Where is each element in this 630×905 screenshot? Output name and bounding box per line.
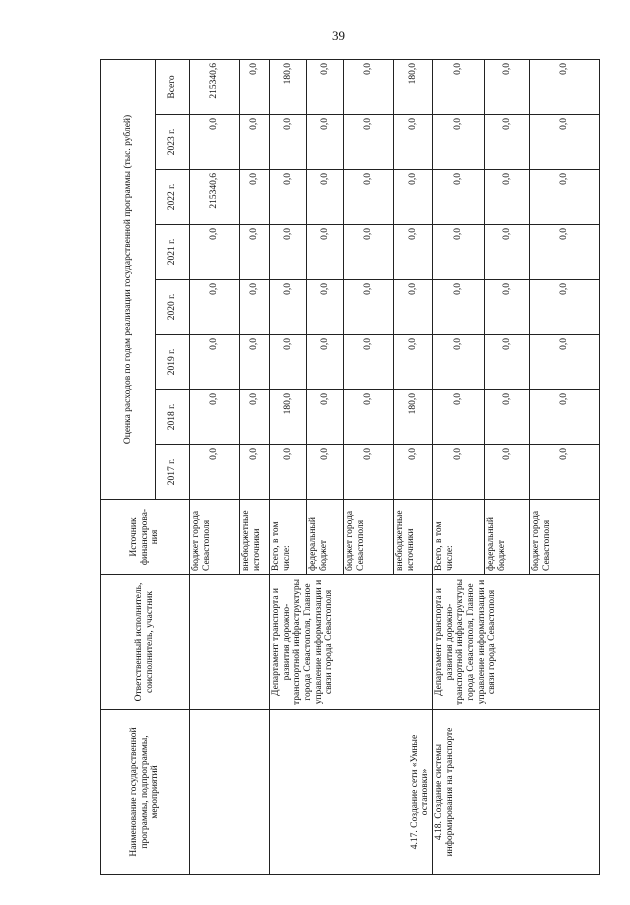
- value-cell: 0,0: [530, 59, 600, 114]
- value-cell: 0,0: [270, 335, 307, 390]
- year-header: 2021 г.: [156, 225, 190, 280]
- value-cell: 0,0: [530, 170, 600, 225]
- header-name: Наименование государственной программы, подпрограммы, мероприятий: [101, 710, 190, 875]
- value-cell: 0,0: [270, 280, 307, 335]
- value-cell: 0,0: [530, 280, 600, 335]
- executor-cell: Департамент транспорта и развития дорожно-транспортной инфраструктуры города Севастополя, Главное управление информатизации и связи города Севастополя: [433, 575, 600, 710]
- year-header: 2023 г.: [156, 115, 190, 170]
- value-cell: 0,0: [270, 115, 307, 170]
- value-cell: 0,0: [307, 280, 344, 335]
- value-cell: 0,0: [190, 280, 240, 335]
- value-cell: 0,0: [190, 335, 240, 390]
- value-cell: 0,0: [307, 335, 344, 390]
- value-cell: 0,0: [270, 225, 307, 280]
- value-cell: 0,0: [307, 445, 344, 500]
- value-cell: 0,0: [240, 170, 270, 225]
- table-row: [190, 59, 240, 874]
- activity-name: 4.18. Создание системы информирования на транспорте: [433, 710, 600, 875]
- value-cell: 0,0: [344, 445, 394, 500]
- header-estimate: Оценка расходов по годам реализации государственной программы (тыс. рублей): [101, 59, 156, 499]
- header-executor: Ответственный исполнитель, соисполнитель, участник: [101, 575, 190, 710]
- value-cell: 0,0: [530, 115, 600, 170]
- value-cell: 0,0: [485, 335, 530, 390]
- value-cell: 180,0: [270, 390, 307, 445]
- source-cell: внебюджетные источники: [394, 500, 433, 575]
- empty-executor-cell: [190, 575, 270, 710]
- source-cell: бюджет города Севастополя: [344, 500, 394, 575]
- value-cell: 180,0: [394, 59, 433, 114]
- value-cell: 0,0: [307, 390, 344, 445]
- value-cell: 0,0: [240, 390, 270, 445]
- source-cell: федеральный бюджет: [485, 500, 530, 575]
- year-header: 2020 г.: [156, 280, 190, 335]
- value-cell: 215340,6: [190, 170, 240, 225]
- value-cell: 180,0: [270, 59, 307, 114]
- year-header: 2017 г.: [156, 445, 190, 500]
- year-header: Всего: [156, 59, 190, 114]
- value-cell: 0,0: [394, 225, 433, 280]
- value-cell: 0,0: [394, 280, 433, 335]
- value-cell: 0,0: [270, 445, 307, 500]
- header-row: [101, 59, 156, 874]
- value-cell: 0,0: [240, 335, 270, 390]
- value-cell: 0,0: [485, 170, 530, 225]
- value-cell: 180,0: [394, 390, 433, 445]
- value-cell: 0,0: [344, 170, 394, 225]
- source-cell: бюджет города Севастополя: [530, 500, 600, 575]
- value-cell: 0,0: [530, 225, 600, 280]
- value-cell: 0,0: [433, 280, 485, 335]
- value-cell: 0,0: [307, 170, 344, 225]
- value-cell: 0,0: [485, 115, 530, 170]
- year-header: 2018 г.: [156, 390, 190, 445]
- value-cell: 0,0: [190, 390, 240, 445]
- value-cell: 0,0: [433, 390, 485, 445]
- page-number: 39: [332, 28, 345, 43]
- value-cell: 0,0: [190, 225, 240, 280]
- finance-table: [100, 59, 600, 875]
- source-cell: бюджет города Севастополя: [190, 500, 240, 575]
- table-row: [270, 59, 307, 874]
- table-row: [433, 59, 485, 874]
- value-cell: 0,0: [190, 115, 240, 170]
- value-cell: 0,0: [485, 280, 530, 335]
- value-cell: 0,0: [344, 115, 394, 170]
- value-cell: 0,0: [433, 445, 485, 500]
- value-cell: 0,0: [307, 115, 344, 170]
- value-cell: 0,0: [485, 390, 530, 445]
- value-cell: 0,0: [344, 280, 394, 335]
- value-cell: 0,0: [240, 225, 270, 280]
- source-cell: федеральный бюджет: [307, 500, 344, 575]
- year-header: 2019 г.: [156, 335, 190, 390]
- value-cell: 0,0: [485, 225, 530, 280]
- value-cell: 0,0: [394, 115, 433, 170]
- value-cell: 0,0: [433, 170, 485, 225]
- year-header: 2022 г.: [156, 170, 190, 225]
- value-cell: 0,0: [530, 335, 600, 390]
- source-cell: внебюджетные источники: [240, 500, 270, 575]
- value-cell: 0,0: [433, 59, 485, 114]
- value-cell: 0,0: [394, 170, 433, 225]
- value-cell: 0,0: [270, 170, 307, 225]
- value-cell: 0,0: [344, 59, 394, 114]
- value-cell: 215340,6: [190, 59, 240, 114]
- source-cell: Всего, в том числе:: [270, 500, 307, 575]
- value-cell: 0,0: [485, 59, 530, 114]
- value-cell: 0,0: [433, 115, 485, 170]
- value-cell: 0,0: [190, 445, 240, 500]
- value-cell: 0,0: [240, 59, 270, 114]
- value-cell: 0,0: [307, 59, 344, 114]
- value-cell: 0,0: [307, 225, 344, 280]
- value-cell: 0,0: [240, 115, 270, 170]
- value-cell: 0,0: [240, 445, 270, 500]
- header-source: Источник финансирова-ния: [101, 500, 190, 575]
- empty-name-cell: [190, 710, 270, 875]
- executor-cell: Департамент транспорта и развития дорожно-транспортной инфраструктуры города Севастополя, Главное управление информатизации и связи города Севастополя: [270, 575, 433, 710]
- value-cell: 0,0: [240, 280, 270, 335]
- value-cell: 0,0: [530, 445, 600, 500]
- value-cell: 0,0: [394, 445, 433, 500]
- value-cell: 0,0: [530, 390, 600, 445]
- value-cell: 0,0: [433, 225, 485, 280]
- value-cell: 0,0: [344, 335, 394, 390]
- value-cell: 0,0: [344, 390, 394, 445]
- value-cell: 0,0: [344, 225, 394, 280]
- value-cell: 0,0: [394, 335, 433, 390]
- source-cell: Всего, в том числе:: [433, 500, 485, 575]
- value-cell: 0,0: [485, 445, 530, 500]
- activity-name: 4.17. Создание сети «Умные остановки»: [270, 710, 433, 875]
- value-cell: 0,0: [433, 335, 485, 390]
